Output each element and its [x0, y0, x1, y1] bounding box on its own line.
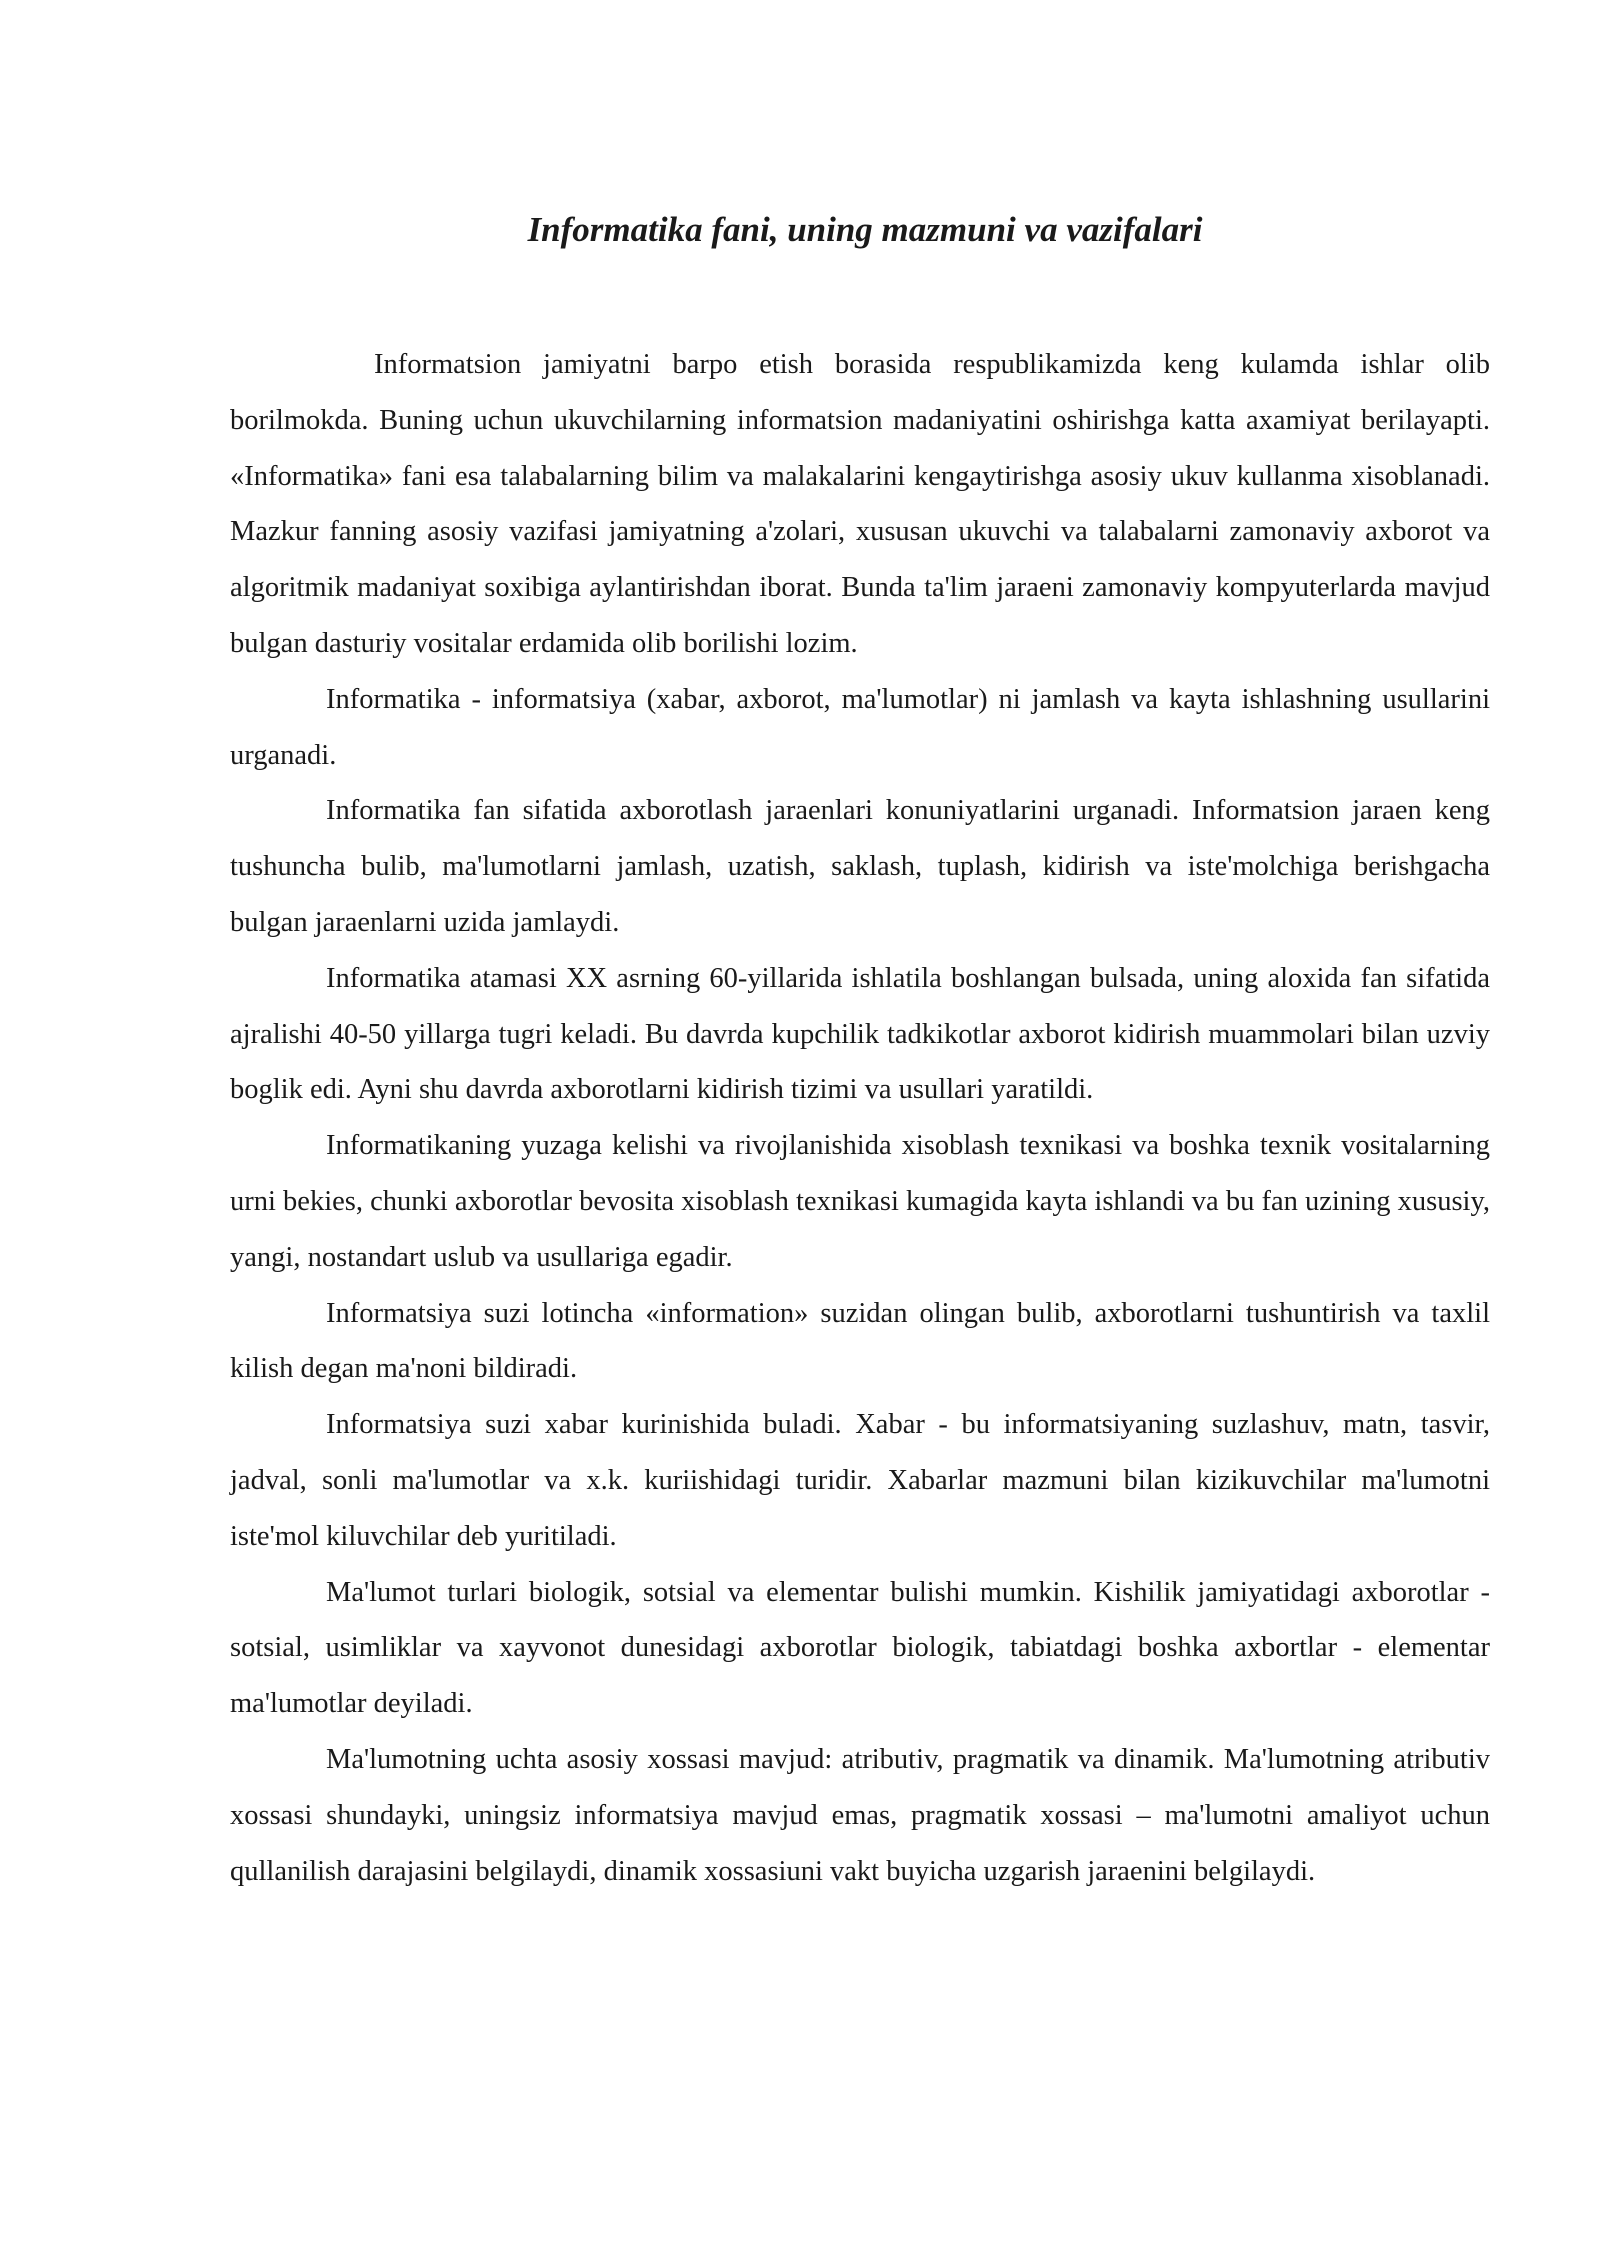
paragraph-6: Informatsiya suzi lotincha «information» suzidan olingan bulib, axborotlarni tushuntirish va taxlil kilish degan ma'noni bildiradi.: [230, 1297, 1490, 1385]
paragraph-8: Ma'lumot turlari biologik, sotsial va elementar bulishi mumkin. Kishilik jamiyatidagi axborotlar - sotsial, usimliklar va xayvonot dunesidagi axborotlar biologik, tabiatdagi boshka axbortlar - elementar ma'lumotlar deyiladi.: [230, 1576, 1490, 1720]
paragraph-4: Informatika atamasi XX asrning 60-yillarida ishlatila boshlangan bulsada, uning aloxida fan sifatida ajralishi 40-50 yillarga tugri keladi. Bu davrda kupchilik tadkikotlar axborot kidirish muammolari bilan uzviy boglik edi. Ayni shu davrda axborotlarni kidirish tizimi va usullari yaratildi.: [230, 962, 1490, 1106]
paragraph-5: Informatikaning yuzaga kelishi va rivojlanishida xisoblash texnikasi va boshka texnik vositalarning urni bekies, chunki axborotlar bevosita xisoblash texnikasi kumagida kayta ishlandi va bu fan uzining xususiy, yangi, nostandart uslub va usullariga egadir.: [230, 1130, 1490, 1273]
paragraph-3: Informatika fan sifatida axborotlash jaraenlari konuniyatlarini urganadi. Informatsion jaraen keng tushuncha bulib, ma'lumotlarni jamlash, uzatish, saklash, tuplash, kidirish va iste'molchiga berishgacha bulgan jaraenlarni uzida jamlaydi.: [230, 795, 1490, 938]
document-title: Informatika fani, uning mazmuni va vazifalari: [527, 210, 1203, 249]
paragraph-9: Ma'lumotning uchta asosiy xossasi mavjud: atributiv, pragmatik va dinamik. Ma'lumotning atributiv xossasi shundayki, uningsiz informatsiya mavjud emas, pragmatik xossasi – ma'lumotni amaliyot uchun qullanilish darajasini belgilaydi, dinamik xossasiuni vakt buyicha uzgarish jaraenini belgilaydi.: [230, 1743, 1490, 1887]
paragraph-7: Informatsiya suzi xabar kurinishida buladi. Xabar - bu informatsiyaning suzlashuv, matn, tasvir, jadval, sonli ma'lumotlar va x.k. kuriishidagi turidir. Xabarlar mazmuni bilan kizikuvchilar ma'lumotni iste'mol kiluvchilar deb yuritiladi.: [230, 1409, 1490, 1552]
paragraph-1: Informatsion jamiyatni barpo etish borasida respublikamizda keng kulamda ishlar olib borilmokda. Buning uchun ukuvchilarning informatsion madaniyatini oshirishga katta axamiyat berilayapti. «Informatika» fani esa talabalarning bilim va malakalarini kengaytirishga asosiy ukuv kullanma xisoblanadi. Mazkur fanning asosiy vazifasi jamiyatning a'zolari, xususan ukuvchi va talabalarni zamonaviy axborot va algoritmik madaniyat soxibiga aylantirishdan iborat. Bunda ta'lim jaraeni zamonaviy kompyuterlarda mavjud bulgan dasturiy vositalar erdamida olib borilishi lozim.: [230, 349, 1490, 659]
document-body: [230, 337, 1490, 1899]
paragraph-2: Informatika - informatsiya (xabar, axborot, ma'lumotlar) ni jamlash va kayta ishlashning usullarini urganadi.: [230, 683, 1490, 771]
